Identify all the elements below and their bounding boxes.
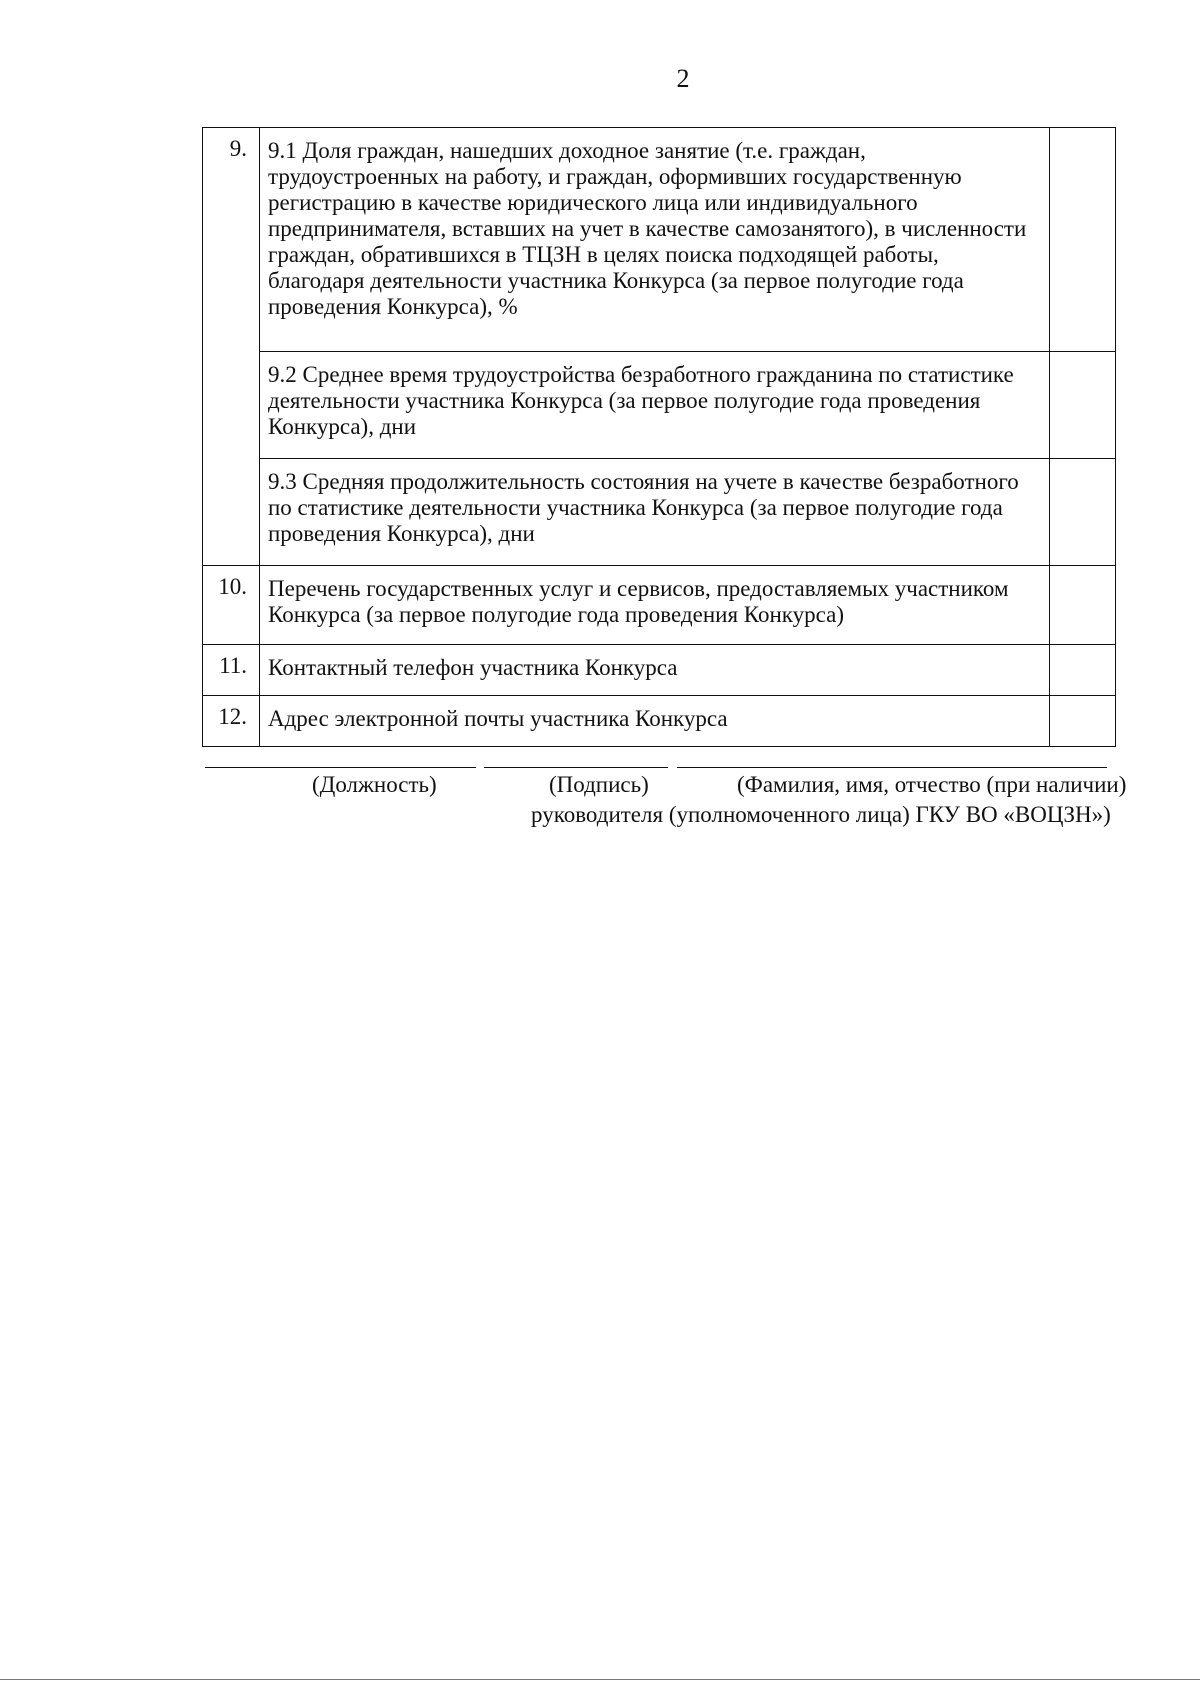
value-cell[interactable] (1050, 128, 1116, 352)
row-number: 11. (203, 645, 260, 696)
scan-edge-line (0, 1679, 1200, 1680)
value-cell[interactable] (1050, 352, 1116, 459)
row-text: 9.2 Среднее время трудоустройства безработного гражданина по статистике деятельности участника Конкурса (за первое полугодие года проведения Конкурса), дни (260, 352, 1050, 459)
signature-label: (Подпись) (549, 772, 649, 797)
row-number: 9. (203, 128, 260, 566)
table-row (203, 645, 1116, 696)
row-text: Адрес электронной почты участника Конкурса (260, 696, 1050, 747)
table-row (203, 128, 1116, 352)
row-text: Перечень государственных услуг и сервисов, предоставляемых участником Конкурса (за первое полугодие года проведения Конкурса) (260, 566, 1050, 645)
page-number: 2 (676, 64, 690, 93)
name-label-continued: руководителя (уполномоченного лица) ГКУ ВО «ВОЦЗН») (531, 802, 1111, 827)
row-text: Контактный телефон участника Конкурса (260, 645, 1050, 696)
value-cell[interactable] (1050, 696, 1116, 747)
value-cell[interactable] (1050, 566, 1116, 645)
row-number: 12. (203, 696, 260, 747)
name-label: (Фамилия, имя, отчество (при наличии) (737, 772, 1127, 797)
value-cell[interactable] (1050, 459, 1116, 566)
table-row (203, 352, 1116, 459)
table-row (203, 459, 1116, 566)
name-line[interactable] (677, 767, 1107, 768)
table-row (203, 566, 1116, 645)
row-text: 9.1 Доля граждан, нашедших доходное занятие (т.е. граждан, трудоустроенных на работу, и граждан, оформивших государственную регистрацию в качестве юридического лица или индивидуального предпринимателя, вставших на учет в качестве самозанятого), в численности граждан, обратившихся в ТЦЗН в целях поиска подходящей работы, благодаря деятельности участника Конкурса (за первое полугодие года проведения Конкурса), % (260, 128, 1050, 352)
position-label: (Должность) (312, 772, 437, 797)
value-cell[interactable] (1050, 645, 1116, 696)
row-text: 9.3 Средняя продолжительность состояния на учете в качестве безработного по статистике деятельности участника Конкурса (за первое полугодие года проведения Конкурса), дни (260, 459, 1050, 566)
signature-line[interactable] (484, 767, 668, 768)
form-table (202, 127, 1116, 747)
table-row (203, 696, 1116, 747)
position-line[interactable] (205, 767, 476, 768)
row-number: 10. (203, 566, 260, 645)
